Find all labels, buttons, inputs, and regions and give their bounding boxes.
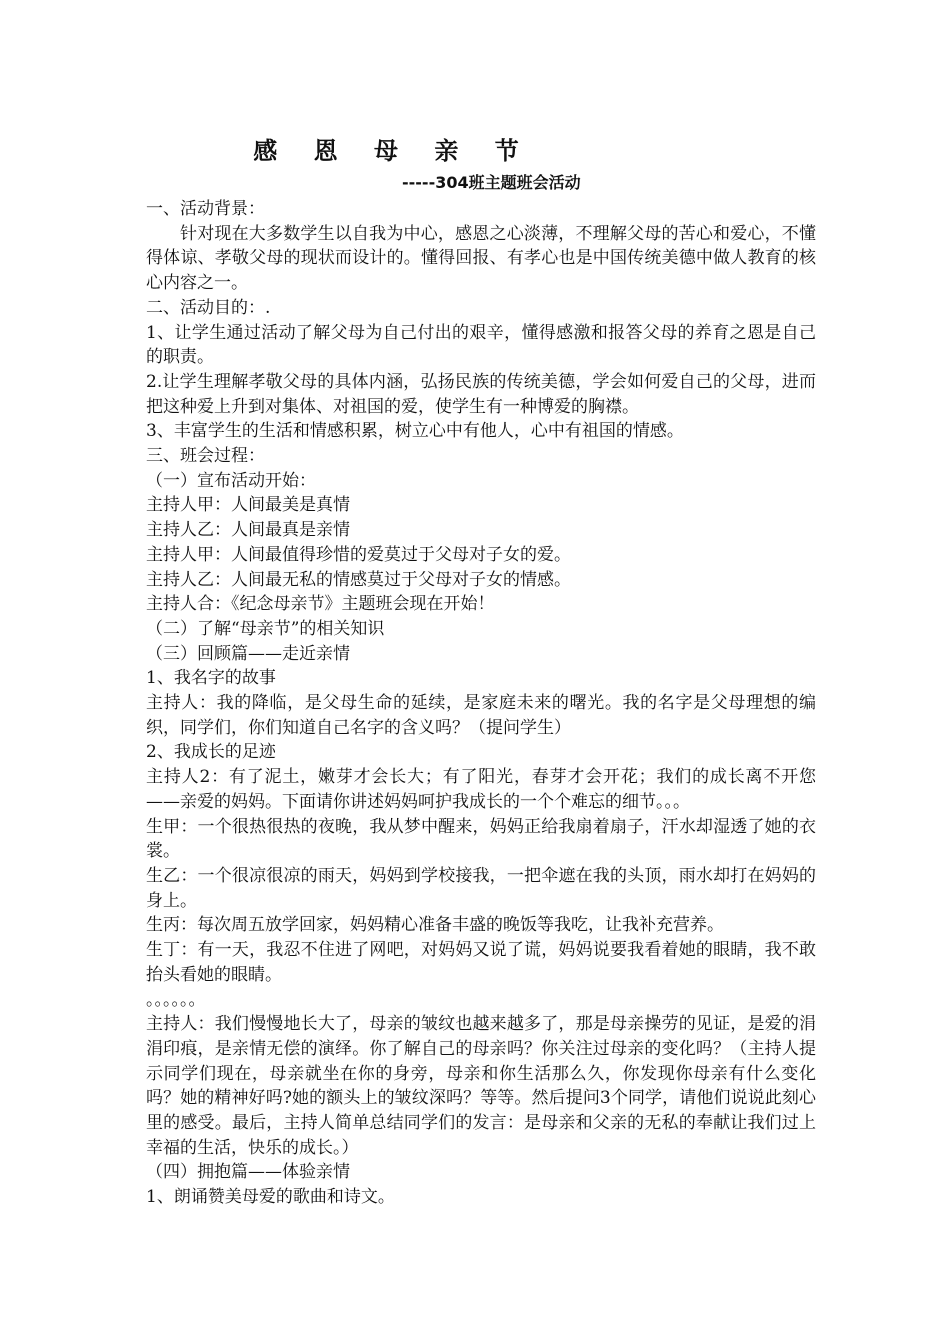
dialogue-line: 主持人合：《纪念母亲节》主题班会现在开始！ — [146, 594, 495, 615]
document-title: 感 恩 母 亲 节 — [253, 137, 533, 165]
section-heading-background: 一、活动背景： — [146, 199, 265, 219]
dialogue-line: 主持人甲：人间最美是真情 — [146, 495, 350, 516]
dialogue-line: 主持人乙：人间最真是亲情 — [146, 520, 350, 541]
subsection-heading-2: （二）了解“母亲节”的相关知识 — [146, 618, 385, 639]
subsection-heading-4: （四）拥抱篇——体验亲情 — [146, 1162, 350, 1183]
dialogue-paragraph: 生丙：每次周五放学回家，妈妈精心准备丰盛的晚饭等我吃，让我补充营养。 — [146, 915, 724, 936]
item-heading: 2、我成长的足迹 — [146, 742, 276, 763]
item-heading: 1、朗诵赞美母爱的歌曲和诗文。 — [146, 1187, 395, 1208]
dialogue-paragraph: 主持人：我们慢慢地长大了，母亲的皱纹也越来越多了，那是母亲操劳的见证，是爱的涓涓印痕，是亲情无偿的演绎。你了解自己的母亲吗？你关注过母亲的变化吗？（主持人提示同学们现在，母亲就坐在你的身旁，母亲和你生活那么久，你发现你母亲有什么变化吗？她的精神好吗?她的额头上的皱纹深吗？等等。然后提问3个同学，请他们说说此刻心里的感受。最后，主持人简单总结同学们的发言：是母亲和父亲的无私的奉献让我们过上幸福的生活，快乐的成长。） — [146, 1014, 816, 1158]
item-heading: 1、我名字的故事 — [146, 668, 276, 689]
paragraph-background: 针对现在大多数学生以自我为中心，感恩之心淡薄，不理解父母的苦心和爱心，不懂得体谅、孝敬父母的现状而设计的。懂得回报、有孝心也是中国传统美德中做人教育的核心内容之一。 — [146, 223, 816, 294]
document-page — [146, 133, 816, 1210]
goal-item-2: 2.让学生理解孝敬父母的具体内涵，弘扬民族的传统美德，学会如何爱自己的父母，进而把这种爱上升到对集体、对祖国的爱，使学生有一种博爱的胸襟。 — [146, 371, 816, 417]
dialogue-paragraph: 主持人2：有了泥土，嫩芽才会长大；有了阳光，春芽才会开花；我们的成长离不开您——亲爱的妈妈。下面请你讲述妈妈呵护我成长的一个个难忘的细节。。。 — [146, 767, 816, 812]
dialogue-paragraph: 生乙：一个很凉很凉的雨天，妈妈到学校接我，一把伞遮在我的头顶，雨水却打在妈妈的身上。 — [146, 865, 816, 911]
dialogue-paragraph: 生甲：一个很热很热的夜晚，我从梦中醒来，妈妈正给我扇着扇子，汗水却湿透了她的衣裳。 — [146, 816, 816, 862]
dialogue-paragraph: 生丁：有一天，我忍不住进了网吧，对妈妈又说了谎，妈妈说要我看着她的眼睛，我不敢抬头看她的眼睛。 — [146, 940, 816, 985]
document-subtitle: -----304班主题班会活动 — [402, 173, 581, 192]
goal-item-1: 1、让学生通过活动了解父母为自己付出的艰辛，懂得感激和报答父母的养育之恩是自己的职责。 — [146, 322, 816, 368]
ellipsis-line: 。。。。。。 — [146, 989, 206, 1010]
subsection-heading-3: （三）回顾篇——走近亲情 — [146, 643, 350, 664]
goal-item-3: 3、丰富学生的生活和情感积累，树立心中有他人，心中有祖国的情感。 — [146, 421, 684, 442]
dialogue-line: 主持人乙：人间最无私的情感莫过于父母对子女的情感。 — [146, 569, 571, 590]
section-heading-goals: 二、活动目的：. — [146, 297, 271, 318]
section-heading-process: 三、班会过程： — [146, 446, 265, 467]
document-body — [146, 197, 816, 1210]
dialogue-paragraph: 主持人：我的降临，是父母生命的延续，是家庭未来的曙光。我的名字是父母理想的编织，同学们，你们知道自己名字的含义吗？（提问学生） — [146, 693, 816, 738]
subsection-heading-1: （一）宣布活动开始： — [146, 470, 316, 491]
dialogue-line: 主持人甲：人间最值得珍惜的爱莫过于父母对子女的爱。 — [146, 544, 571, 565]
